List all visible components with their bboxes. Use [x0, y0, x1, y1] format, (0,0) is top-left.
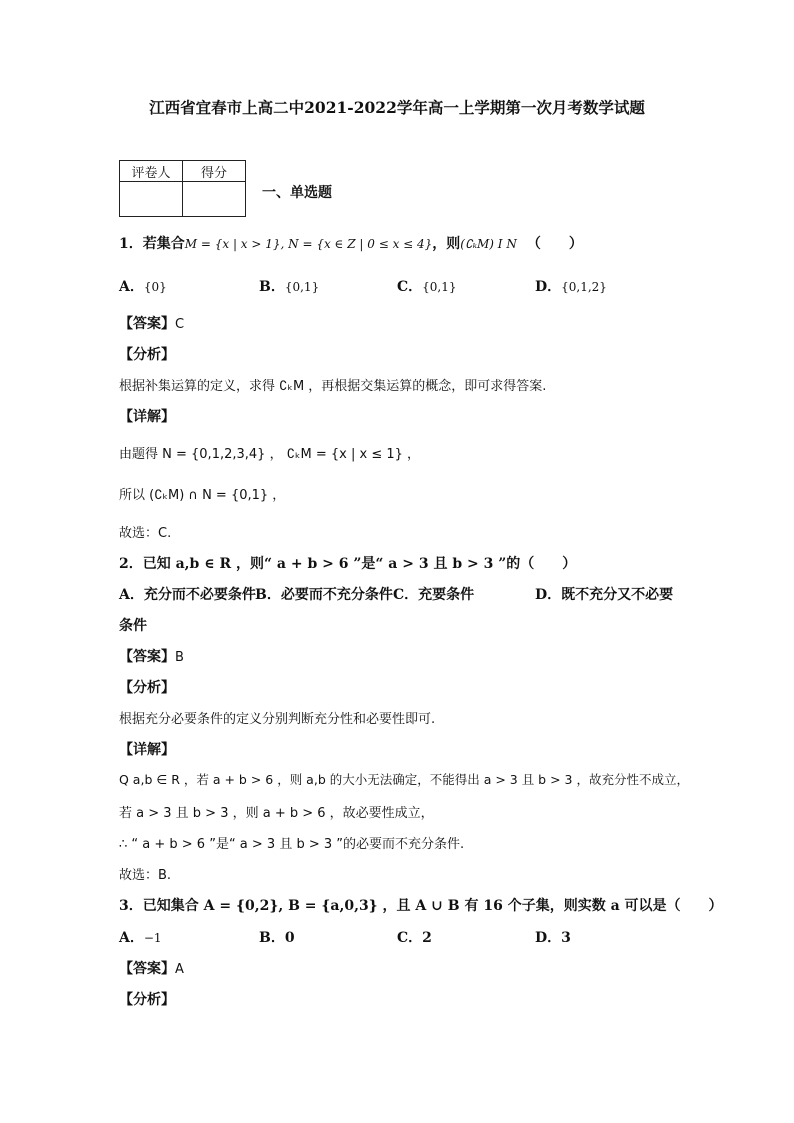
q1-detail-line-1: 由题得 N = {0,1,2,3,4} ， ∁ₖM = {x | x ≤ 1} ，	[119, 447, 421, 462]
q2-option-c: C．充要条件	[393, 587, 475, 603]
q1-analysis-label: 【分析】	[119, 347, 175, 363]
section-heading: 一、单选题	[262, 185, 332, 201]
q2-analysis-text: 根据充分必要条件的定义分别判断充分性和必要性即可.	[119, 712, 436, 727]
score-table-score-cell	[183, 182, 246, 217]
q2-analysis-label: 【分析】	[119, 680, 175, 696]
q2-detail-line-2: 若 a > 3 且 b > 3 ，则 a + b > 6 ，故必要性成立，	[119, 806, 434, 821]
score-table	[119, 160, 246, 217]
q2-option-a: A．充分而不必要条件	[119, 587, 256, 603]
score-table-grader-cell	[120, 182, 183, 217]
q3-option-d: D．3	[535, 930, 571, 946]
question-3-stem: 3．已知集合 A = {0,2}, B = {a,0,3} ，且 A ∪ B 有 16 个子集，则实数 a 可以是（ ）	[119, 898, 723, 914]
q1-analysis-text: 根据补集运算的定义，求得 ∁ₖM ，再根据交集运算的概念，即可求得答案.	[119, 379, 547, 394]
q1-option-b: B．{0,1}	[259, 279, 320, 295]
q1-answer: 【答案】C	[119, 316, 185, 332]
question-1-stem	[119, 233, 583, 253]
q1-option-d: D．{0,1,2}	[535, 279, 607, 295]
q1-set-definitions: M = {x | x > 1}, N = {x ∈ Z | 0 ≤ x ≤ 4}	[184, 237, 433, 251]
q1-paren: （ ）	[526, 236, 583, 252]
q1-number: 1．若集合	[119, 236, 185, 252]
q2-conclusion: 故选：B.	[119, 868, 172, 883]
q3-option-a: A．−1	[119, 930, 162, 946]
q3-analysis-label: 【分析】	[119, 992, 175, 1008]
q3-option-b: B．0	[259, 930, 295, 946]
q2-detail-label: 【详解】	[119, 742, 175, 758]
q2-option-d-continued: 条件	[119, 618, 147, 634]
q1-expression: (∁ₖM) I N	[460, 237, 517, 251]
q2-detail-line-3: ∴ “ a + b > 6 ”是“ a > 3 且 b > 3 ”的必要而不充分条件.	[119, 837, 465, 852]
q1-option-c: C．{0,1}	[397, 279, 457, 295]
page-title: 江西省宜春市上高二中2021-2022学年高一上学期第一次月考数学试题	[149, 98, 645, 117]
q1-conclusion: 故选：C.	[119, 526, 172, 541]
q2-detail-line-1: Q a,b ∈ R ，若 a + b > 6 ，则 a,b 的大小无法确定，不能得出 a > 3 且 b > 3 ，故充分性不成立，	[119, 772, 689, 787]
score-table-grader-header: 评卷人	[120, 161, 183, 182]
q1-detail-label: 【详解】	[119, 409, 175, 425]
q3-answer: 【答案】A	[119, 961, 184, 977]
q1-detail-line-2: 所以 (∁ₖM) ∩ N = {0,1} ，	[119, 488, 286, 503]
score-table-score-header: 得分	[183, 161, 246, 182]
q2-option-b: B．必要而不充分条件	[255, 587, 393, 603]
q2-option-d: D．既不充分又不必要	[535, 587, 674, 603]
q1-option-a: A．{0}	[119, 279, 167, 295]
q2-answer: 【答案】B	[119, 649, 184, 665]
q3-option-c: C．2	[397, 930, 432, 946]
q1-then: ，则	[432, 236, 461, 252]
question-2-stem: 2．已知 a,b ∈ R ，则“ a + b > 6 ”是“ a > 3 且 b > 3 ”的（ ）	[119, 556, 577, 572]
